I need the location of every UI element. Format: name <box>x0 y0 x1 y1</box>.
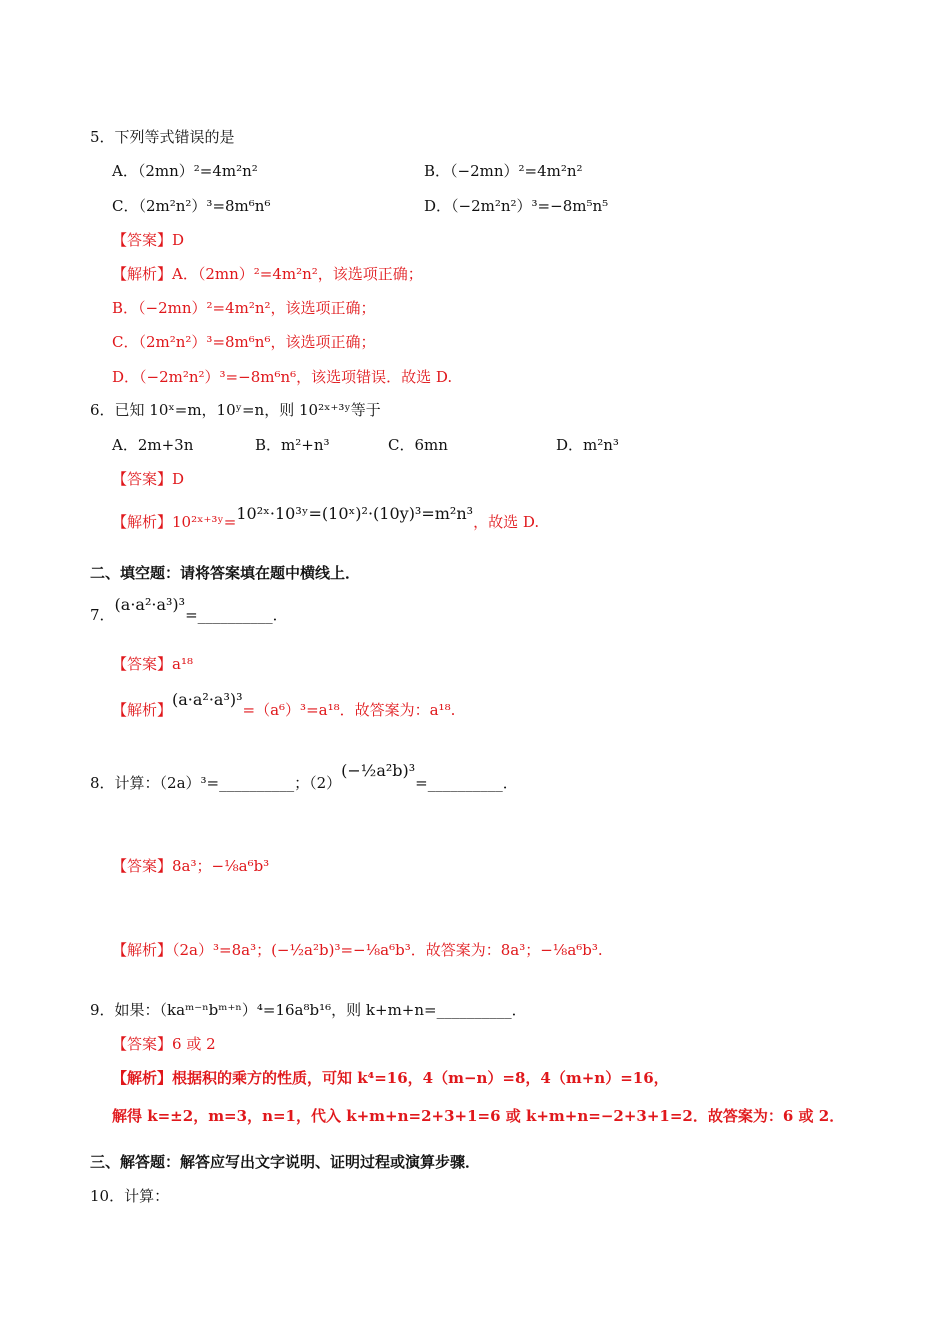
section-3-heading: 三、解答题：解答应写出文字说明、证明过程或演算步骤． <box>90 1153 481 1171</box>
explain-formula: (a·a²·a³)³ <box>172 690 243 709</box>
explain-prefix: 10²ˣ⁺³ʸ= <box>172 513 237 531</box>
explain-tag: 【解析】 <box>112 941 173 959</box>
explain-suffix: ，故选 D. <box>473 513 540 531</box>
answer-tag: 【答案】 <box>112 857 173 875</box>
q6-option-c: C．6mn <box>388 436 448 454</box>
q8-answer <box>112 856 269 876</box>
q5-explain-line-1 <box>112 264 423 284</box>
answer-tag: 【答案】 <box>112 470 173 488</box>
q8-tail: =__________． <box>415 774 518 792</box>
q8-formula: (−½a²b)³ <box>341 761 416 780</box>
answer-tag: 【答案】 <box>112 231 173 249</box>
q6-option-a: A．2m+3n <box>112 436 194 454</box>
q9-stem: 9．如果：（kaᵐ⁻ⁿbᵐ⁺ⁿ）⁴=16a⁸b¹⁶，则 k+m+n=__________． <box>90 1001 527 1019</box>
q10-stem: 10．计算： <box>90 1187 170 1205</box>
explain-text: A．（2mn）²=4m²n²，该选项正确； <box>172 265 423 283</box>
q8-stem-text: 8．计算：（2a）³=__________；（2） <box>90 774 342 792</box>
q5-option-c: C．（2m²n²）³=8m⁶n⁶ <box>112 197 271 215</box>
q6-stem: 6．已知 10ˣ=m，10ʸ=n，则 10²ˣ⁺³ʸ等于 <box>90 401 381 419</box>
explain-tag: 【解析】 <box>112 265 173 283</box>
q7-answer <box>112 654 193 674</box>
q9-explain-line-2: 解得 k=±2，m=3，n=1，代入 k+m+n=2+3+1=6 或 k+m+n=−2+3+1=2．故答案为：6 或 2． <box>112 1107 845 1125</box>
answer-value: D <box>172 231 185 249</box>
q9-explain-line-1 <box>112 1068 669 1088</box>
explain-tag: 【解析】 <box>112 701 173 719</box>
q6-option-b: B．m²+n³ <box>255 436 330 454</box>
q5-explain-line-4: D．（−2m²n²）³=−8m⁶n⁶，该选项错误．故选 D. <box>112 368 453 386</box>
answer-tag: 【答案】 <box>112 1035 173 1053</box>
q6-explain <box>112 504 540 532</box>
explain-text: 根据积的乘方的性质，可知 k⁴=16，4（m−n）=8，4（m+n）=16， <box>172 1069 669 1087</box>
q6-option-d: D．m²n³ <box>556 436 619 454</box>
q7-stem <box>90 595 288 625</box>
q5-explain-line-3: C．（2m²n²）³=8m⁶n⁶，该选项正确； <box>112 333 376 351</box>
q5-option-b: B．（−2mn）²=4m²n² <box>424 162 583 180</box>
answer-value: D <box>172 470 185 488</box>
q7-formula: (a·a²·a³)³ <box>114 595 186 614</box>
answer-value: 8a³；−⅛a⁶b³ <box>172 857 270 875</box>
explain-text: =（a⁶）³=a¹⁸．故答案为：a¹⁸. <box>242 701 456 719</box>
explain-tag: 【解析】 <box>112 513 173 531</box>
q5-stem: 5．下列等式错误的是 <box>90 128 235 146</box>
q7-explain <box>112 690 456 720</box>
answer-tag: 【答案】 <box>112 655 173 673</box>
q7-tail: =__________． <box>185 606 288 624</box>
q9-answer <box>112 1034 216 1054</box>
answer-value: a¹⁸ <box>172 655 193 673</box>
q5-explain-line-2: B．（−2mn）²=4m²n²，该选项正确； <box>112 299 376 317</box>
q5-answer <box>112 230 184 250</box>
q6-answer <box>112 469 184 489</box>
q5-option-d: D．（−2m²n²）³=−8m⁵n⁵ <box>424 197 609 215</box>
q7-number: 7． <box>90 606 115 624</box>
q8-stem <box>90 761 518 793</box>
q8-explain <box>112 940 603 960</box>
q5-option-a: A．（2mn）²=4m²n² <box>112 162 258 180</box>
explain-formula: 10²ˣ·10³ʸ=(10ˣ)²·(10y)³=m²n³ <box>236 504 474 523</box>
answer-value: 6 或 2 <box>172 1035 216 1053</box>
explain-text: （2a）³=8a³；(−½a²b)³=−⅛a⁶b³．故答案为：8a³；−⅛a⁶b³. <box>172 941 603 959</box>
section-2-heading: 二、填空题：请将答案填在题中横线上． <box>90 564 361 582</box>
explain-tag: 【解析】 <box>112 1069 173 1087</box>
